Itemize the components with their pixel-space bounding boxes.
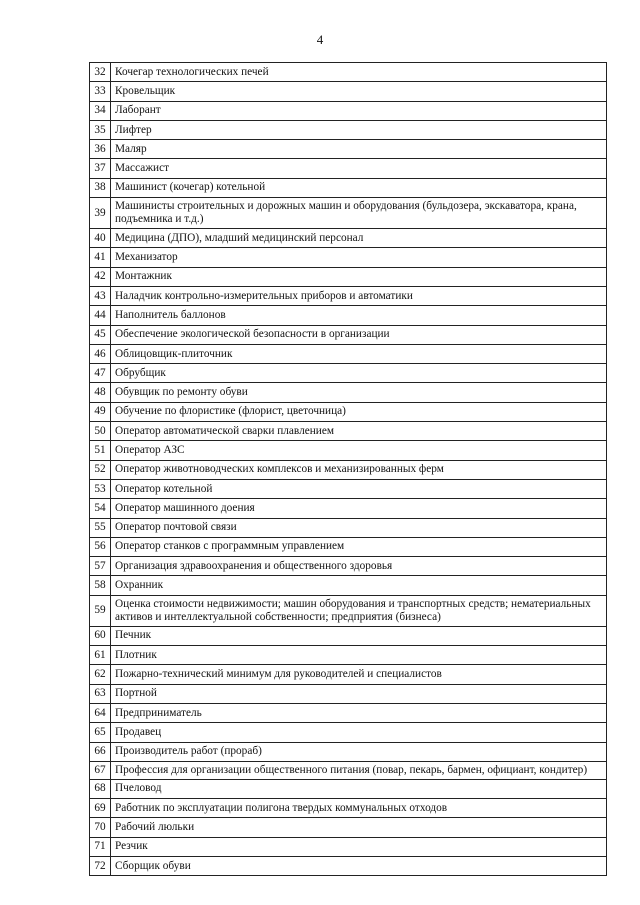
table-row	[90, 229, 607, 248]
row-text: Оператор почтовой связи	[111, 518, 607, 537]
row-text: Предприниматель	[111, 703, 607, 722]
row-text: Обучение по флористике (флорист, цветочница)	[111, 402, 607, 421]
table-row	[90, 779, 607, 798]
row-number: 51	[90, 441, 111, 460]
table-row	[90, 518, 607, 537]
table-row	[90, 101, 607, 120]
table-row	[90, 799, 607, 818]
row-number: 62	[90, 665, 111, 684]
row-text: Оператор станков с программным управлением	[111, 537, 607, 556]
row-number: 52	[90, 460, 111, 479]
row-number: 68	[90, 779, 111, 798]
row-text: Оператор АЗС	[111, 441, 607, 460]
row-text: Массажист	[111, 159, 607, 178]
row-text: Лаборант	[111, 101, 607, 120]
row-number: 67	[90, 761, 111, 779]
row-number: 44	[90, 306, 111, 325]
row-text: Оператор котельной	[111, 479, 607, 498]
row-number: 33	[90, 82, 111, 101]
row-text: Оператор автоматической сварки плавлением	[111, 422, 607, 441]
table-row	[90, 178, 607, 197]
table-row	[90, 159, 607, 178]
row-text: Рабочий люльки	[111, 818, 607, 837]
row-number: 71	[90, 837, 111, 856]
row-number: 47	[90, 364, 111, 383]
table-row	[90, 267, 607, 286]
table-row	[90, 576, 607, 595]
page-number: 4	[316, 32, 324, 47]
row-text: Маляр	[111, 140, 607, 159]
table-row	[90, 837, 607, 856]
table-row	[90, 140, 607, 159]
row-number: 43	[90, 286, 111, 305]
table-row	[90, 120, 607, 139]
row-number: 64	[90, 703, 111, 722]
table-row	[90, 723, 607, 742]
table-row	[90, 595, 607, 626]
table-row	[90, 441, 607, 460]
table-row	[90, 198, 607, 229]
table-row	[90, 646, 607, 665]
row-text: Организация здравоохранения и общественного здоровья	[111, 557, 607, 576]
row-text: Облицовщик-плиточник	[111, 344, 607, 363]
row-text: Машинист (кочегар) котельной	[111, 178, 607, 197]
row-number: 45	[90, 325, 111, 344]
row-number: 55	[90, 518, 111, 537]
table-row	[90, 82, 607, 101]
row-number: 56	[90, 537, 111, 556]
table-row	[90, 402, 607, 421]
row-text: Обеспечение экологической безопасности в организации	[111, 325, 607, 344]
row-number: 60	[90, 626, 111, 645]
row-text: Наполнитель баллонов	[111, 306, 607, 325]
row-text: Печник	[111, 626, 607, 645]
row-number: 42	[90, 267, 111, 286]
table-row	[90, 344, 607, 363]
table-row	[90, 818, 607, 837]
professions-table	[89, 62, 607, 876]
table-row	[90, 479, 607, 498]
row-text: Оценка стоимости недвижимости; машин оборудования и транспортных средств; нематериальных активов и интеллектуальной собственности; предприятия (бизнеса)	[111, 595, 607, 626]
row-number: 53	[90, 479, 111, 498]
row-text: Лифтер	[111, 120, 607, 139]
table-row	[90, 684, 607, 703]
row-number: 72	[90, 856, 111, 875]
table-row	[90, 703, 607, 722]
table-row	[90, 325, 607, 344]
row-text: Работник по эксплуатации полигона твердых коммунальных отходов	[111, 799, 607, 818]
row-text: Обувщик по ремонту обуви	[111, 383, 607, 402]
row-text: Охранник	[111, 576, 607, 595]
table-row	[90, 383, 607, 402]
row-text: Медицина (ДПО), младший медицинский персонал	[111, 229, 607, 248]
row-number: 69	[90, 799, 111, 818]
row-number: 35	[90, 120, 111, 139]
table-row	[90, 537, 607, 556]
row-number: 48	[90, 383, 111, 402]
table-row	[90, 626, 607, 645]
row-number: 61	[90, 646, 111, 665]
row-text: Профессия для организации общественного питания (повар, пекарь, бармен, официант, кондитер)	[111, 761, 607, 779]
row-text: Портной	[111, 684, 607, 703]
row-number: 39	[90, 198, 111, 229]
row-text: Монтажник	[111, 267, 607, 286]
row-number: 57	[90, 557, 111, 576]
row-number: 38	[90, 178, 111, 197]
row-text: Плотник	[111, 646, 607, 665]
row-text: Производитель работ (прораб)	[111, 742, 607, 761]
row-number: 32	[90, 63, 111, 82]
table-row	[90, 761, 607, 779]
row-number: 34	[90, 101, 111, 120]
table-row	[90, 856, 607, 875]
table-row	[90, 665, 607, 684]
table-row	[90, 306, 607, 325]
row-text: Механизатор	[111, 248, 607, 267]
row-number: 37	[90, 159, 111, 178]
row-text: Резчик	[111, 837, 607, 856]
row-text: Кровельщик	[111, 82, 607, 101]
row-number: 70	[90, 818, 111, 837]
row-number: 65	[90, 723, 111, 742]
row-text: Сборщик обуви	[111, 856, 607, 875]
table-row	[90, 364, 607, 383]
row-text: Пожарно-технический минимум для руководителей и специалистов	[111, 665, 607, 684]
table-row	[90, 499, 607, 518]
table-row	[90, 460, 607, 479]
row-number: 49	[90, 402, 111, 421]
row-text: Продавец	[111, 723, 607, 742]
table-row	[90, 248, 607, 267]
table-row	[90, 286, 607, 305]
table-row	[90, 742, 607, 761]
row-number: 46	[90, 344, 111, 363]
row-text: Обрубщик	[111, 364, 607, 383]
row-text: Оператор животноводческих комплексов и механизированных ферм	[111, 460, 607, 479]
row-number: 50	[90, 422, 111, 441]
row-text: Машинисты строительных и дорожных машин и оборудования (бульдозера, экскаватора, крана, подъемника и т.д.)	[111, 198, 607, 229]
table-row	[90, 557, 607, 576]
row-number: 66	[90, 742, 111, 761]
table-row	[90, 422, 607, 441]
row-text: Кочегар технологических печей	[111, 63, 607, 82]
row-number: 54	[90, 499, 111, 518]
row-text: Наладчик контрольно-измерительных приборов и автоматики	[111, 286, 607, 305]
row-number: 59	[90, 595, 111, 626]
row-text: Пчеловод	[111, 779, 607, 798]
table-row	[90, 63, 607, 82]
row-number: 36	[90, 140, 111, 159]
row-number: 41	[90, 248, 111, 267]
row-number: 58	[90, 576, 111, 595]
row-number: 40	[90, 229, 111, 248]
row-number: 63	[90, 684, 111, 703]
row-text: Оператор машинного доения	[111, 499, 607, 518]
